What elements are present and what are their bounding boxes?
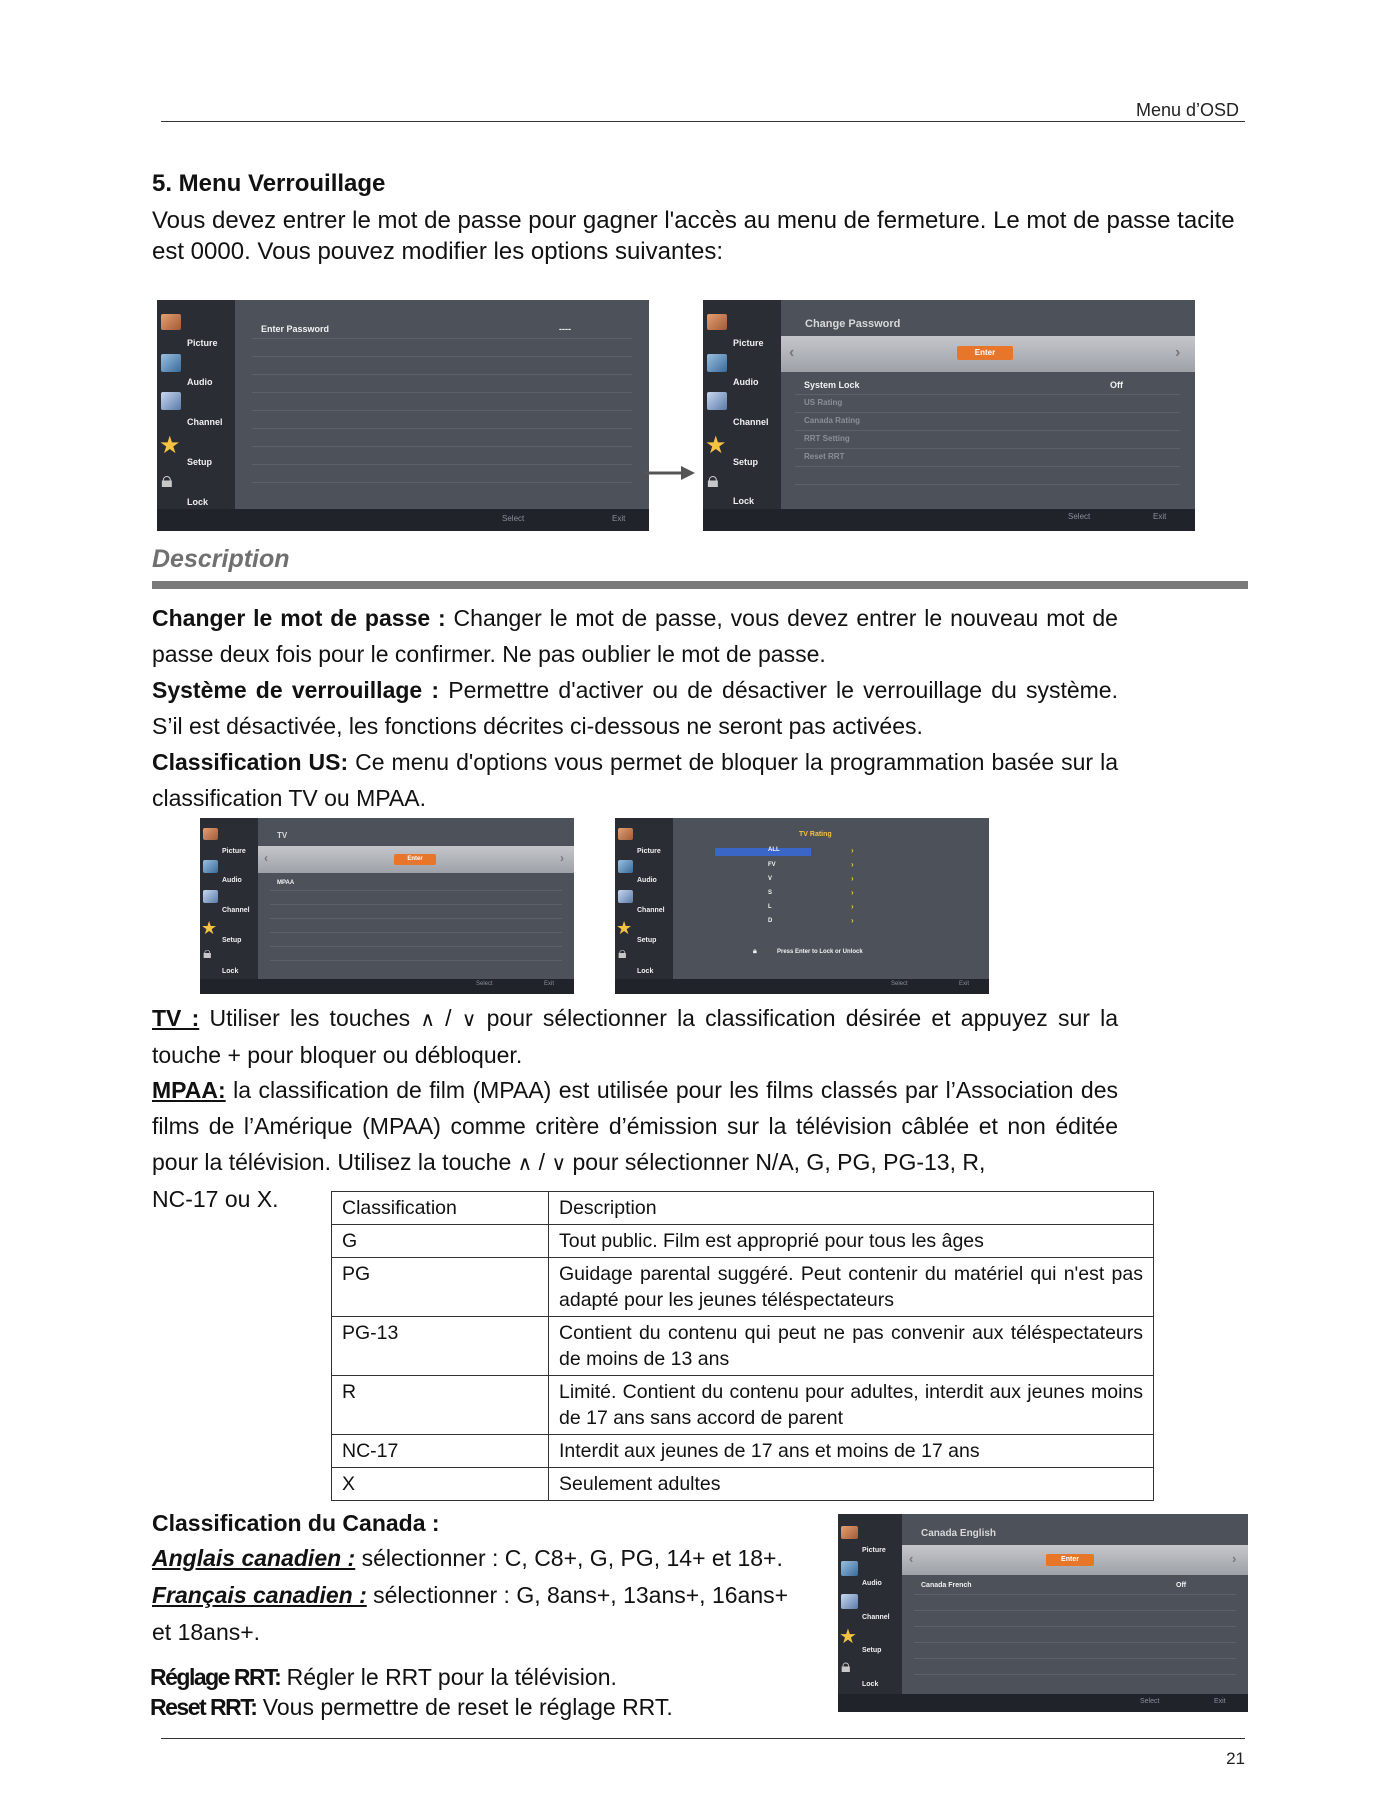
table-row [332, 1435, 1154, 1468]
star-icon: ★ [201, 918, 218, 938]
us-rating-text: Ce menu d'options vous permet de bloquer la programmation basée sur la classification TV ou MPAA. [152, 749, 1118, 811]
change-password-label: Changer le mot de passe : [152, 605, 446, 631]
footer-select: Select [1140, 1698, 1160, 1705]
menu-item-picture: Picture [222, 848, 246, 855]
intro-text: Vous devez entrer le mot de passe pour gagner l'accès au menu de fermeture. Le mot de passe tacite est 0000. Vous pouvez modifier les options suivantes: [152, 207, 1235, 265]
menu-item-lock: Lock [222, 968, 239, 975]
star-icon: ★ [159, 432, 181, 459]
lock-icon: 🔒︎ [841, 1656, 851, 1676]
channel-icon [203, 890, 218, 903]
table-cell: Limité. Contient du contenu pour adultes, interdit aux jeunes moins de 17 ans sans accord de parent [549, 1376, 1154, 1435]
tv-rating-title: TV Rating [799, 831, 832, 838]
table-cell: Seulement adultes [549, 1468, 1154, 1501]
system-lock-text: Permettre d'activer ou de désactiver le verrouillage du système. S’il est désactivée, les fonctions décrites ci-dessous ne seront pas activées. [152, 677, 1118, 739]
menu-item-lock: Lock [862, 1681, 879, 1688]
audio-icon [161, 354, 181, 372]
lock-icon: 🔒︎ [161, 467, 173, 492]
rating-l: L [768, 904, 772, 910]
menu-item-audio: Audio [637, 877, 657, 884]
menu-item-lock: Lock [187, 497, 209, 507]
table-cell: PG-13 [332, 1317, 549, 1376]
arrow-icon: › [851, 860, 854, 869]
para-mpaa: MPAA: la classification de film (MPAA) est utilisée pour les films classés par l’Association des films de l’Amérique (MPAA) comme critère d’émission sur la télévision câblée et non éditée pour la télévision. Utilisez la touche ∧ / ∨ pour sélectionner N/A, G, PG, PG-13, R, NC-17 ou X. [152, 1077, 1118, 1212]
star-icon: ★ [839, 1626, 857, 1648]
para-system-lock [152, 672, 1118, 744]
menu-item-lock: Lock [637, 968, 654, 975]
up-arrow-icon: ∧ [517, 1151, 533, 1175]
menu-item-audio: Audio [187, 377, 213, 387]
menu-item-channel: Channel [187, 417, 223, 427]
footer-select: Select [891, 981, 908, 987]
chevron-left-icon: ‹ [909, 1551, 914, 1566]
table-cell: R [332, 1376, 549, 1435]
password-value: ---- [559, 324, 571, 334]
para-tv: TV : Utiliser les touches ∧ / ∨ pour sélectionner la classification désirée et appuyez sur la touche + pour bloquer ou débloquer. [152, 1005, 1118, 1068]
mpaa-label: MPAA: [152, 1077, 226, 1103]
rating-d: D [768, 918, 773, 924]
canada-french-label-screen: Canada French [921, 1582, 972, 1589]
table-cell: NC-17 [332, 1435, 549, 1468]
arrow-icon: › [851, 888, 854, 897]
menu-us-rating: US Rating [804, 398, 843, 407]
rating-v: V [768, 876, 773, 882]
channel-icon [161, 392, 181, 410]
enter-button[interactable]: Enter [394, 854, 436, 865]
footer-exit: Exit [959, 981, 970, 987]
footer-select: Select [502, 514, 525, 523]
channel-icon [618, 890, 633, 903]
table-row [332, 1317, 1154, 1376]
menu-item-picture: Picture [862, 1547, 886, 1554]
header-title: Menu d’OSD [1135, 100, 1239, 120]
menu-item-audio: Audio [222, 877, 242, 884]
reset-rrt-label: Reset RRT: [150, 1694, 257, 1720]
description-divider [152, 581, 1248, 589]
lock-icon: 🔒︎ [618, 945, 627, 962]
footer-exit: Exit [544, 981, 555, 987]
table-header: Description [549, 1192, 1154, 1225]
picture-icon [841, 1526, 858, 1539]
audio-icon [707, 354, 727, 372]
menu-item-channel: Channel [637, 907, 665, 914]
menu-canada-rating: Canada Rating [804, 416, 861, 425]
table-row [332, 1258, 1154, 1317]
audio-icon [203, 860, 218, 873]
canada-french-line-2: et 18ans+. [152, 1619, 261, 1645]
table-cell: X [332, 1468, 549, 1501]
small-lock-icon: 🔒︎ [753, 948, 757, 955]
picture-icon [203, 828, 218, 840]
canada-french-label: Français canadien : [152, 1582, 367, 1608]
picture-icon [707, 314, 727, 330]
page-header [161, 100, 1245, 122]
table-row [332, 1225, 1154, 1258]
menu-item-lock: Lock [733, 496, 755, 506]
table-cell: G [332, 1225, 549, 1258]
canada-english-title: Canada English [921, 1528, 997, 1539]
mpaa-end: NC-17 ou X. [152, 1186, 279, 1212]
rrt-setting-line: Réglage RRT: Régler le RRT pour la télévision. [150, 1664, 617, 1690]
change-password-title: Change Password [805, 318, 901, 330]
canada-french-value-screen: Off [1176, 1582, 1187, 1589]
canada-title: Classification du Canada : [152, 1510, 440, 1536]
footer-exit: Exit [612, 514, 626, 523]
down-arrow-icon: ∨ [551, 1151, 567, 1175]
rating-hint: Press Enter to Lock or Unlock [777, 949, 863, 955]
menu-item-setup: Setup [733, 457, 759, 467]
canada-french-line: Français canadien : sélectionner : G, 8ans+, 13ans+, 16ans+ [152, 1582, 789, 1608]
system-lock-heading: Système de verrouillage : [152, 677, 440, 703]
star-icon: ★ [705, 432, 727, 459]
menu-item-audio: Audio [862, 1580, 882, 1587]
menu-item-setup: Setup [187, 457, 213, 467]
menu-item-channel: Channel [862, 1614, 890, 1621]
menu-item-audio: Audio [733, 377, 759, 387]
arrow-icon: › [851, 916, 854, 925]
rating-all: ALL [768, 847, 780, 853]
table-header-row [332, 1192, 1154, 1225]
star-icon: ★ [616, 918, 633, 938]
enter-button[interactable]: Enter [1046, 1554, 1094, 1566]
menu-item-channel: Channel [222, 907, 250, 914]
table-row [332, 1468, 1154, 1501]
menu-item-channel: Channel [733, 417, 769, 427]
system-lock-label: System Lock [804, 380, 860, 390]
audio-icon [618, 860, 633, 873]
reset-rrt-line: Reset RRT: Vous permettre de reset le réglage RRT. [150, 1694, 673, 1720]
menu-item-setup: Setup [222, 937, 242, 944]
menu-rrt-setting: RRT Setting [804, 434, 850, 443]
table-cell: Tout public. Film est approprié pour tous les âges [549, 1225, 1154, 1258]
screenshot-change-password [703, 300, 1195, 531]
channel-icon [707, 392, 727, 410]
us-rating-label: Classification US: [152, 749, 349, 775]
tv-title: TV [277, 831, 288, 840]
rrt-setting-label: Réglage RRT: [150, 1664, 281, 1690]
lock-icon: 🔒︎ [203, 945, 212, 962]
description-title: Description [152, 545, 290, 573]
down-arrow-icon: ∨ [461, 1007, 477, 1031]
footer-exit: Exit [1153, 512, 1167, 521]
change-password-text: Changer le mot de passe, vous devez entrer le nouveau mot de passe deux fois pour le confirmer. Ne pas oublier le mot de passe. [152, 605, 1118, 667]
chevron-right-icon: › [1175, 344, 1181, 361]
table-cell: Interdit aux jeunes de 17 ans et moins de 17 ans [549, 1435, 1154, 1468]
menu-item-picture: Picture [733, 338, 764, 348]
page-number: 21 [1226, 1749, 1245, 1768]
lock-icon: 🔒︎ [707, 467, 719, 492]
channel-icon [841, 1594, 858, 1609]
section-title: 5. Menu Verrouillage [152, 170, 386, 197]
chevron-right-icon: › [560, 851, 564, 865]
menu-reset-rrt: Reset RRT [804, 452, 845, 461]
arrow-right-icon [643, 466, 695, 480]
menu-item-setup: Setup [637, 937, 657, 944]
tv-label: TV : [152, 1005, 200, 1031]
enter-button[interactable]: Enter [957, 346, 1013, 360]
chevron-left-icon: ‹ [264, 851, 268, 865]
screenshot-tv-rating [615, 818, 989, 994]
table-cell: Guidage parental suggéré. Peut contenir du matériel qui n'est pas adapté pour les jeunes téléspectateurs [549, 1258, 1154, 1317]
table-row [332, 1376, 1154, 1435]
enter-password-title: Enter Password [261, 324, 330, 334]
arrow-icon: › [851, 874, 854, 883]
footer-select: Select [476, 981, 493, 987]
screenshot-tv [200, 818, 574, 994]
canada-english-label: Anglais canadien : [152, 1545, 356, 1571]
arrow-icon: › [851, 902, 854, 911]
screenshot-enter-password [157, 300, 649, 531]
rating-fv: FV [768, 862, 776, 868]
para-change-password [152, 600, 1118, 672]
rating-s: S [768, 890, 773, 896]
page-footer [161, 1738, 1245, 1768]
footer-select: Select [1068, 512, 1091, 521]
screenshot-canada-english [838, 1514, 1248, 1712]
arrow-icon: › [851, 846, 854, 855]
mpaa-rating-table [331, 1191, 1154, 1501]
para-us-rating [152, 744, 1118, 816]
chevron-right-icon: › [1232, 1551, 1237, 1566]
table-cell: Contient du contenu qui peut ne pas convenir aux téléspectateurs de moins de 13 ans [549, 1317, 1154, 1376]
picture-icon [161, 314, 181, 330]
system-lock-value: Off [1110, 380, 1123, 390]
chevron-left-icon: ‹ [789, 344, 795, 361]
table-cell: PG [332, 1258, 549, 1317]
mpaa-item: MPAA [277, 880, 295, 886]
up-arrow-icon: ∧ [420, 1007, 435, 1031]
table-header: Classification [332, 1192, 549, 1225]
menu-item-picture: Picture [187, 338, 218, 348]
picture-icon [618, 828, 633, 840]
footer-exit: Exit [1214, 1698, 1226, 1705]
audio-icon [841, 1561, 858, 1576]
menu-item-picture: Picture [637, 848, 661, 855]
menu-item-setup: Setup [862, 1647, 882, 1654]
canada-english-line: Anglais canadien : sélectionner : C, C8+, G, PG, 14+ et 18+. [152, 1545, 783, 1571]
